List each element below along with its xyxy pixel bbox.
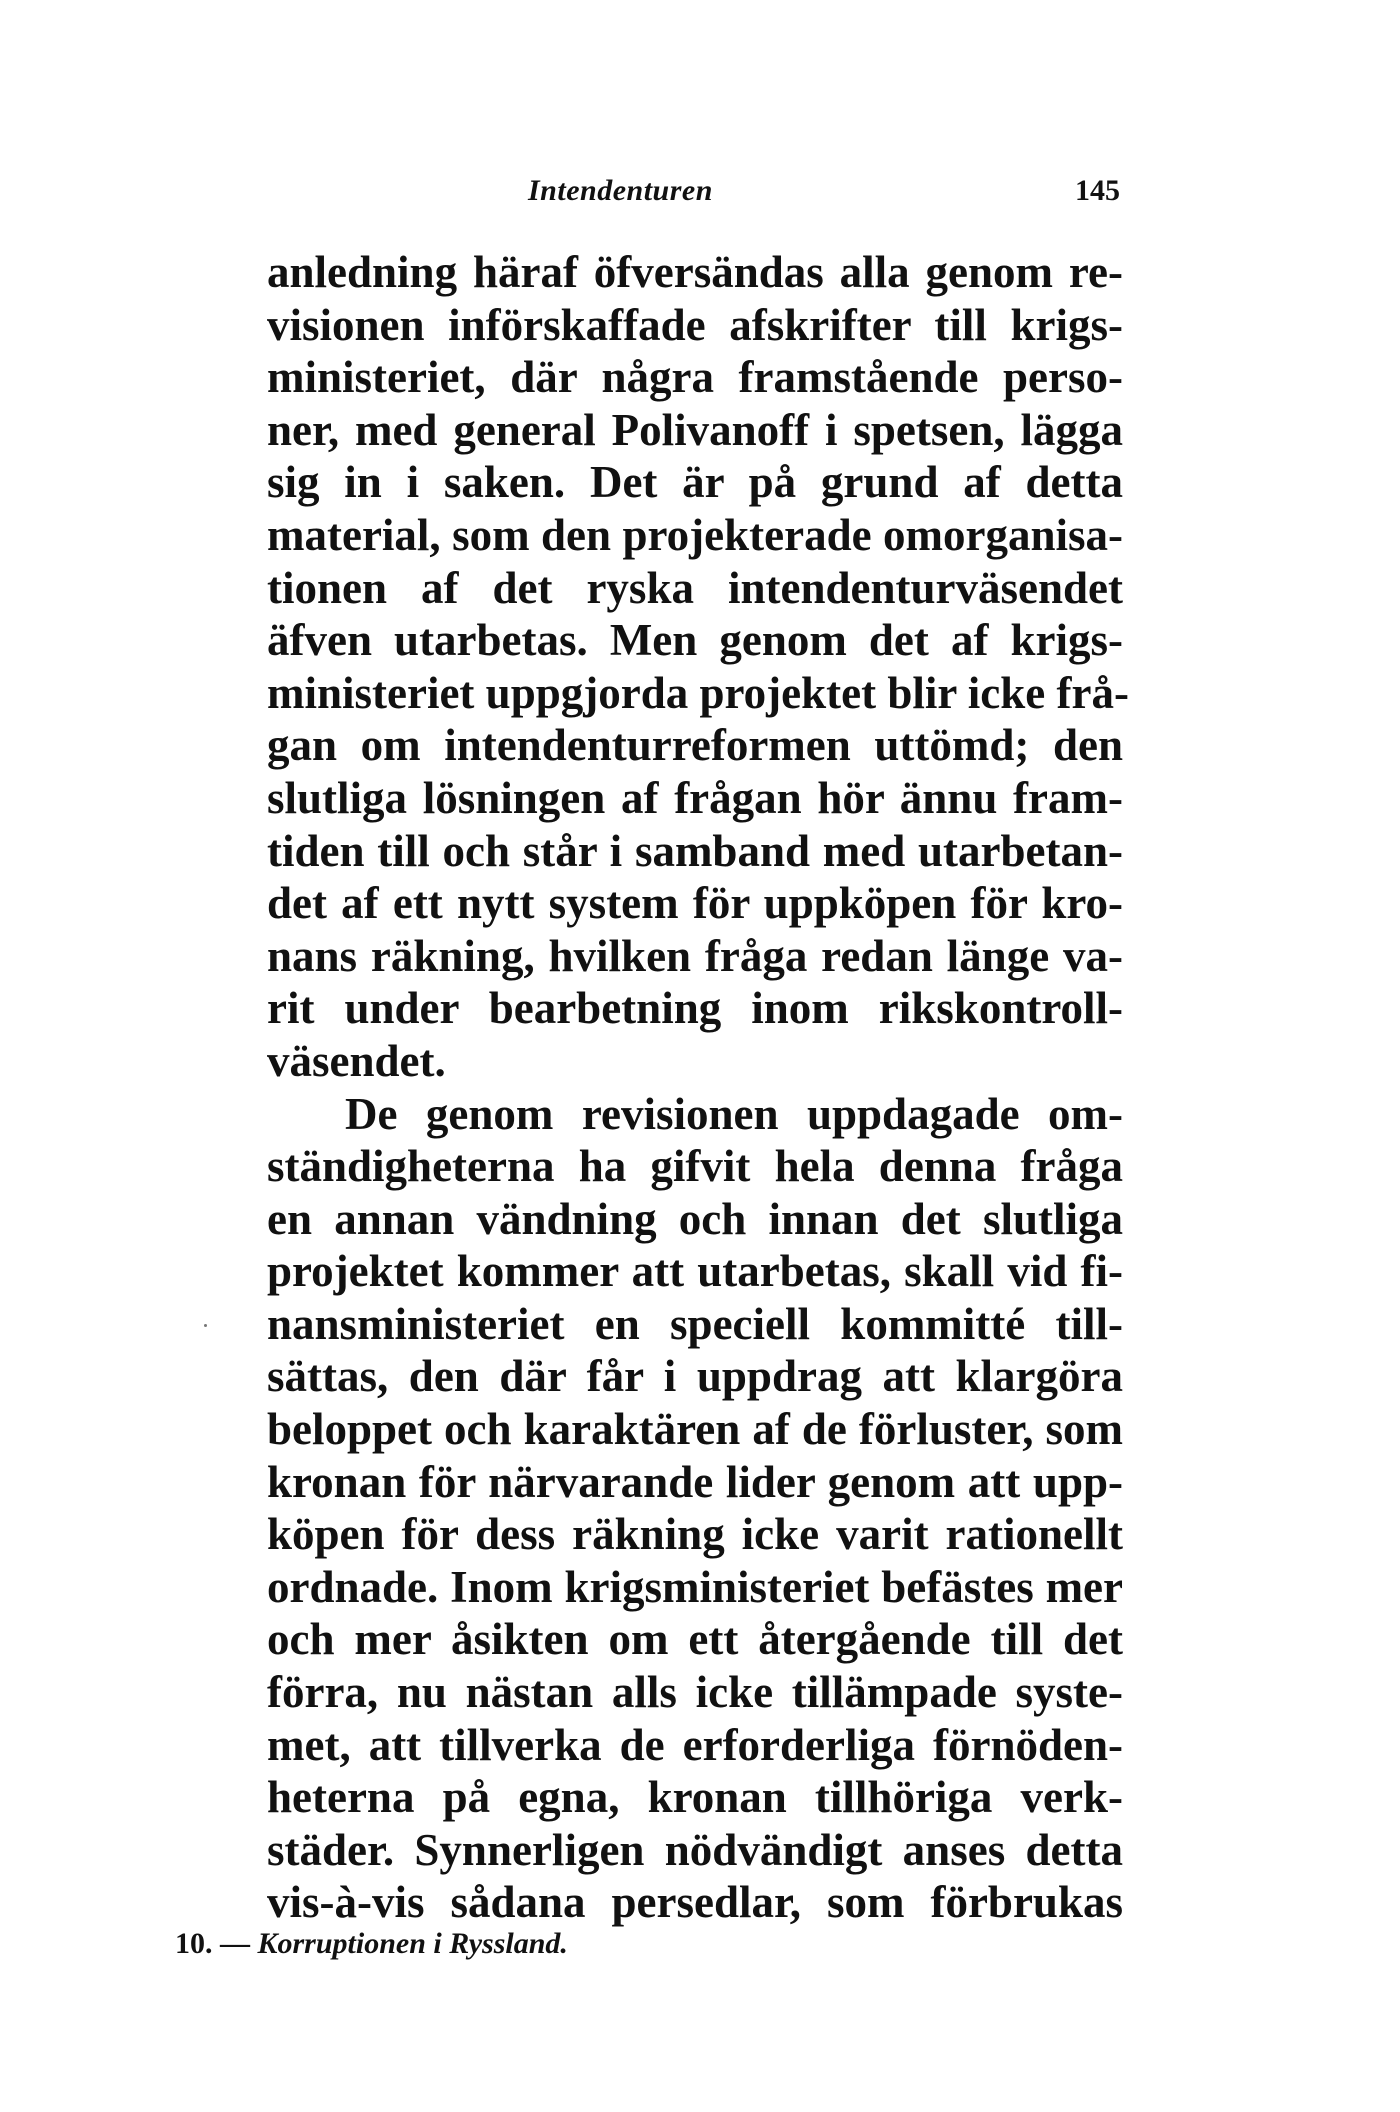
text-line: anledning häraf öfversändas alla genom re- bbox=[267, 247, 1123, 297]
text-line: beloppet och karaktären af de förluster, som bbox=[267, 1404, 1123, 1455]
text-line: kronan för närvarande lider genom att upp- bbox=[267, 1456, 1123, 1507]
text-line: rit under bearbetning inom rikskontroll- bbox=[267, 983, 1123, 1034]
text-line: tiden till och står i samband med utarbetan- bbox=[267, 825, 1123, 876]
signature-title: Korruptionen i Ryssland. bbox=[257, 1927, 568, 1960]
text-line: ner, med general Polivanoff i spetsen, lägga bbox=[267, 404, 1123, 455]
text-line: en annan vändning och innan det slutliga bbox=[267, 1193, 1123, 1244]
text-line: köpen för dess räkning icke varit rationellt bbox=[267, 1509, 1123, 1560]
text-line: projektet kommer att utarbetas, skall vid fi- bbox=[267, 1246, 1123, 1297]
text-line: förra, nu nästan alls icke tillämpade syste- bbox=[267, 1667, 1123, 1718]
stray-ink-mark bbox=[204, 1324, 207, 1327]
text-line: tionen af det ryska intendenturväsendet bbox=[267, 562, 1123, 613]
text-line-paragraph-end: väsendet. bbox=[267, 1035, 446, 1086]
text-line: ordnade. Inom krigsministeriet befästes mer bbox=[267, 1561, 1123, 1612]
text-line: nans räkning, hvilken fråga redan länge va- bbox=[267, 930, 1123, 981]
text-line: material, som den projekterade omorganisa- bbox=[267, 509, 1123, 560]
signature-mark bbox=[175, 1927, 568, 1961]
signature-number: 10. bbox=[175, 1927, 213, 1960]
text-line: met, att tillverka de erforderliga förnöden- bbox=[267, 1719, 1123, 1770]
text-line: ministeriet, där några framstående perso- bbox=[267, 352, 1123, 403]
text-line: ministeriet uppgjorda projektet blir icke frå- bbox=[267, 667, 1129, 718]
text-line-paragraph-start: De genom revisionen uppdagade om- bbox=[345, 1088, 1123, 1139]
text-line: slutliga lösningen af frågan hör ännu fram- bbox=[267, 772, 1123, 823]
text-line: städer. Synnerligen nödvändigt anses detta bbox=[267, 1824, 1123, 1875]
text-line: och mer åsikten om ett återgående till det bbox=[267, 1614, 1123, 1665]
text-line: vis-à-vis sådana persedlar, som förbrukas bbox=[267, 1877, 1123, 1928]
text-line: det af ett nytt system för uppköpen för kro- bbox=[267, 878, 1123, 929]
text-line: gan om intendenturreformen uttömd; den bbox=[267, 720, 1123, 771]
page-body bbox=[267, 246, 1129, 1929]
running-head-title: Intendenturen bbox=[528, 174, 713, 207]
text-line: sättas, den där får i uppdrag att klargöra bbox=[267, 1351, 1123, 1402]
text-line: äfven utarbetas. Men genom det af krigs- bbox=[267, 615, 1123, 666]
page-number: 145 bbox=[1075, 174, 1120, 207]
text-line: visionen införskaffade afskrifter till krigs- bbox=[267, 299, 1123, 350]
text-line: heterna på egna, kronan tillhöriga verk- bbox=[267, 1772, 1123, 1823]
text-line: ständigheterna ha gifvit hela denna fråga bbox=[267, 1141, 1123, 1192]
text-line: nansministeriet en speciell kommitté till- bbox=[267, 1298, 1123, 1349]
signature-dash: — bbox=[220, 1927, 250, 1960]
text-line: sig in i saken. Det är på grund af detta bbox=[267, 457, 1123, 508]
